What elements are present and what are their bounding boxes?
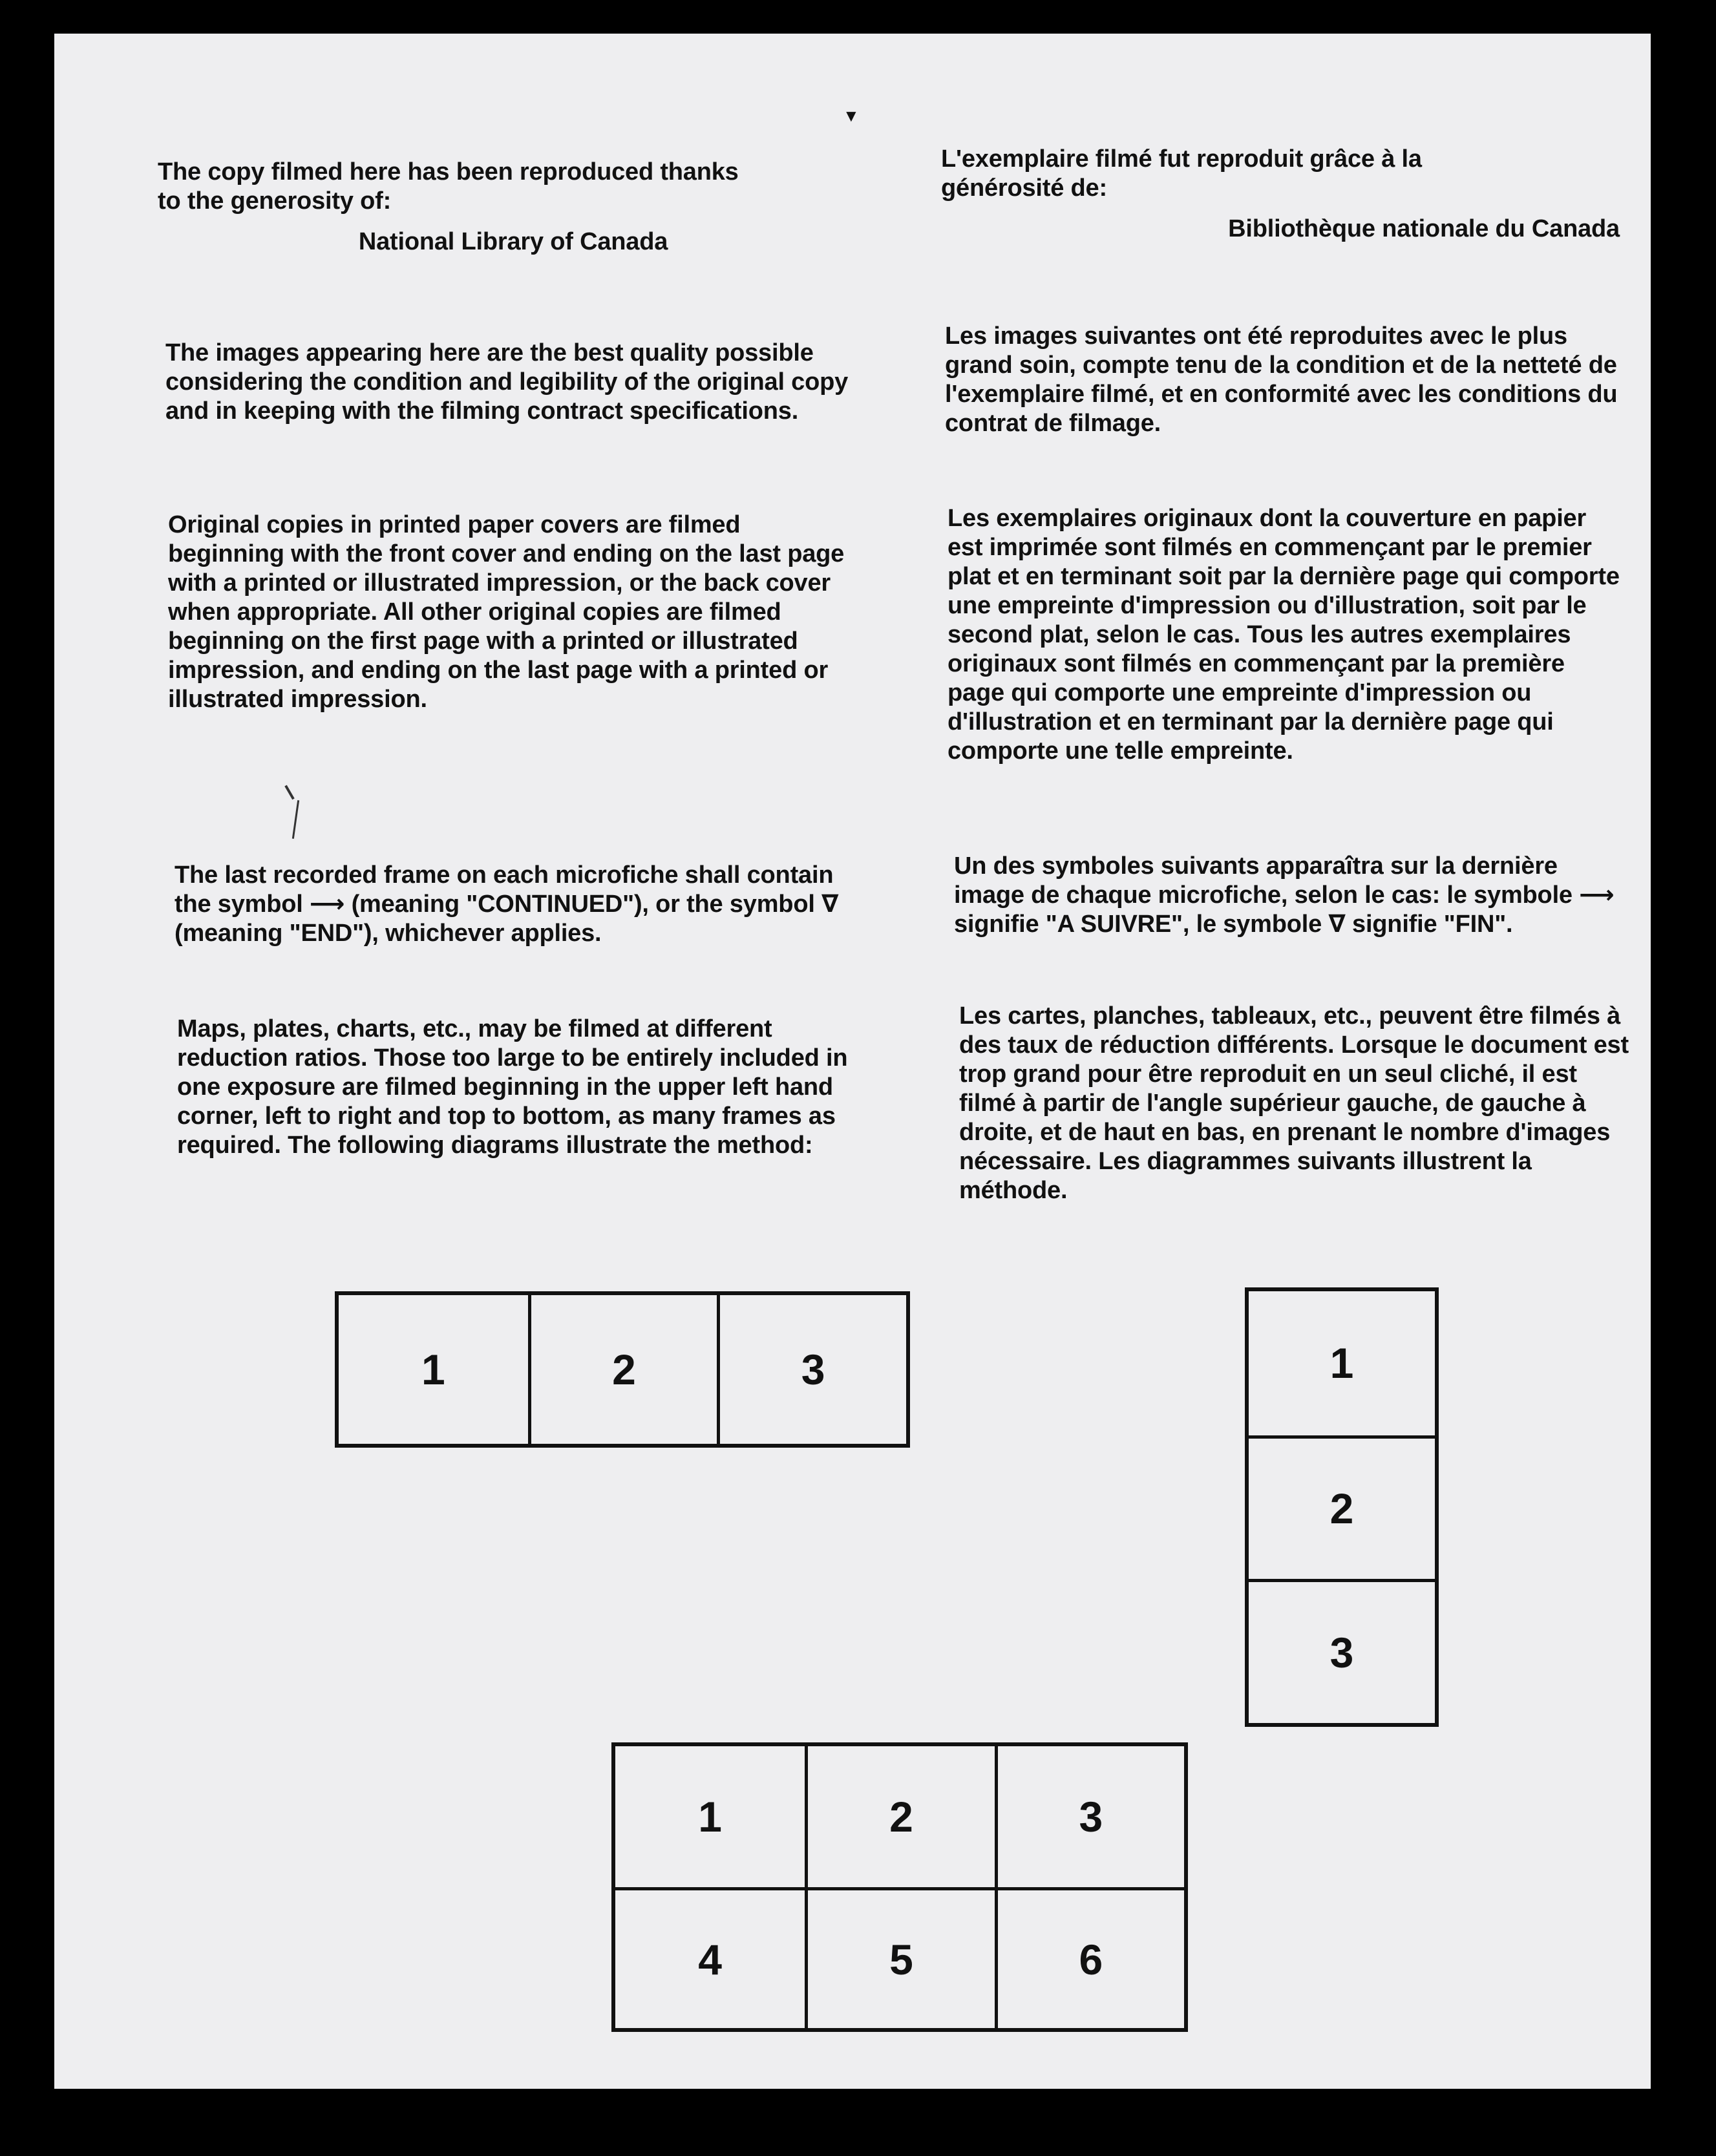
- diagram-grid: [611, 1742, 1188, 2032]
- top-mark: ▼: [843, 106, 860, 125]
- french-paragraph-quality: Les images suivantes ont été reproduites avec le plus grand soin, compte tenu de la condition et de la netteté de l'exemplaire filmé, et en conformité avec les conditions du contrat de filmage.: [945, 322, 1618, 437]
- diagram-cell: 1: [421, 1346, 445, 1393]
- diagram-cell: 5: [805, 1887, 994, 2028]
- french-paragraph-originals: Les exemplaires originaux dont la couverture en papier est imprimée sont filmés en commençant par le premier plat et en terminant soit par la dernière page qui comporte une empreinte d'impression ou d'illustration, soit par le second plat, selon le cas. Tous les autres exemplaires originaux sont filmés en commençant par la première page qui comporte une empreinte d'impression ou d'illustration et en terminant par la dernière page qui comporte une telle empreinte.: [948, 505, 1620, 765]
- diagram-cell: 3: [995, 1746, 1184, 1887]
- film-scratch: [284, 785, 294, 800]
- diagram-cell: 3: [717, 1295, 906, 1444]
- french-paragraph-symbols: Un des symboles suivants apparaîtra sur la dernière image de chaque microfiche, selon le cas: le symbole ⟶ signifie "A SUIVRE", le symbole ∇ signifie "FIN".: [954, 852, 1615, 938]
- diagram-cell: 2: [528, 1295, 717, 1444]
- diagram-cell: 1: [1329, 1339, 1354, 1388]
- french-institution: Bibliothèque nationale du Canada: [1228, 215, 1620, 242]
- english-institution: National Library of Canada: [358, 228, 668, 255]
- french-intro-line1: L'exemplaire filmé fut reproduit grâce à la: [941, 145, 1422, 173]
- diagram-cell: 4: [615, 1887, 805, 2028]
- diagram-cell: 2: [805, 1746, 994, 1887]
- french-intro-line2: générosité de:: [941, 174, 1107, 202]
- diagram-cell: 2: [1249, 1435, 1435, 1580]
- english-paragraph-maps: Maps, plates, charts, etc., may be filmed at different reduction ratios. Those too large to be entirely included in one exposure are filmed beginning in the upper left hand corner, left to right and top to bottom, as many frames as required. The following diagrams illustrate the method:: [177, 1015, 848, 1159]
- french-intro: [941, 145, 1620, 244]
- diagram-cell: 6: [995, 1887, 1184, 2028]
- microfiche-target-sheet: [54, 34, 1651, 2089]
- diagram-cell: 1: [698, 1793, 723, 1841]
- diagram-cell: 3: [1249, 1579, 1435, 1723]
- english-intro: [158, 158, 869, 257]
- english-intro-line2: to the generosity of:: [158, 187, 392, 215]
- english-paragraph-symbols: The last recorded frame on each microfiche shall contain the symbol ⟶ (meaning "CONTINUED"), or the symbol ∇ (meaning "END"), whichever applies.: [175, 861, 839, 947]
- diagram-vertical: [1245, 1287, 1439, 1727]
- french-paragraph-maps: Les cartes, planches, tableaux, etc., peuvent être filmés à des taux de réduction différents. Lorsque le document est trop grand pour être reproduit en un seul cliché, il est filmé à partir de l'angle supérieur gauche, de gauche à droite, et de haut en bas, en prenant le nombre d'images nécessaire. Les diagrammes suivants illustrent la méthode.: [959, 1002, 1629, 1204]
- english-paragraph-originals: Original copies in printed paper covers are filmed beginning with the front cover and ending on the last page with a printed or illustrated impression, or the back cover when appropriate. All other original copies are filmed beginning on the first page with a printed or illustrated impression, and ending on the last page with a printed or illustrated impression.: [168, 511, 845, 713]
- film-scratch: [292, 800, 299, 839]
- diagram-horizontal: [335, 1291, 910, 1448]
- english-intro-line1: The copy filmed here has been reproduced thanks: [158, 158, 739, 185]
- english-paragraph-quality: The images appearing here are the best quality possible considering the condition and legibility of the original copy and in keeping with the filming contract specifications.: [165, 339, 849, 425]
